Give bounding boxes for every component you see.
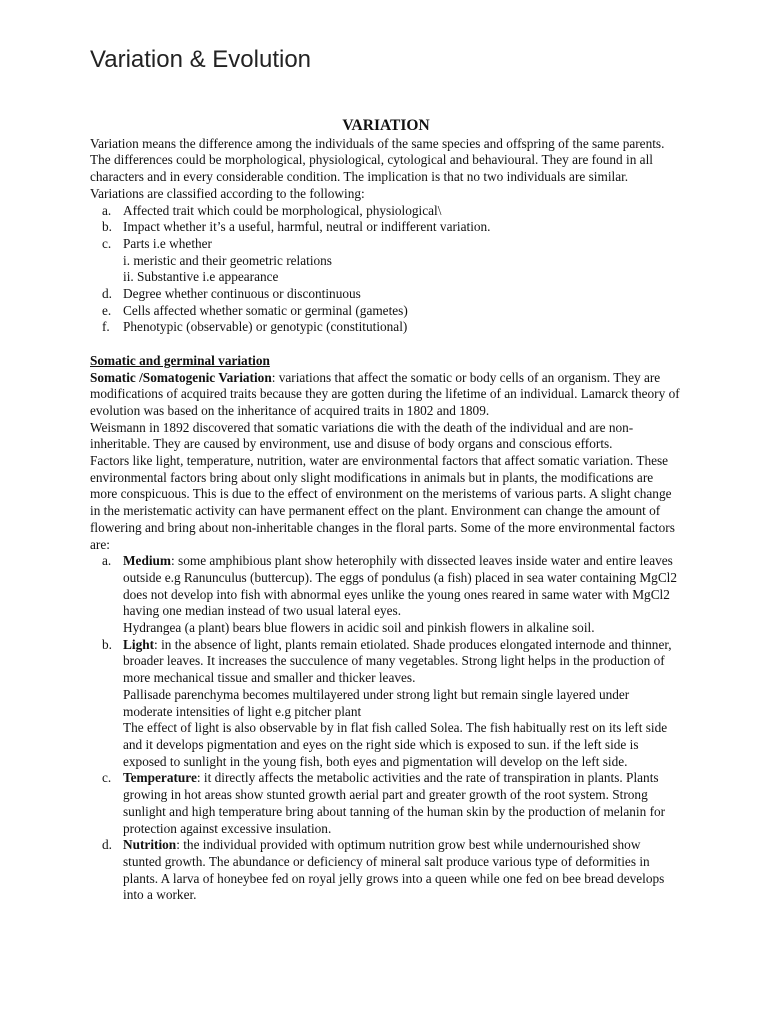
list-item bbox=[90, 637, 682, 771]
factor-text: : some amphibious plant show heterophily with dissected leaves inside water and entire leaves outside e.g Ranunculus (buttercup). The eggs of pondulus (a fish) placed in sea water containing MgCl2 does not develop into fish with abnormal eyes unlike the young ones reared in same water with MgCl2 having one median instead of two usual lateral eyes. bbox=[123, 553, 678, 619]
factor-term: Light bbox=[123, 636, 155, 652]
list-item-text: Parts i.e whether bbox=[123, 235, 212, 251]
list-item bbox=[90, 286, 682, 303]
list-marker: b. bbox=[102, 636, 112, 652]
list-marker: f. bbox=[102, 319, 110, 335]
list-marker: d. bbox=[102, 837, 112, 853]
list-item bbox=[90, 236, 682, 286]
somatic-definition bbox=[90, 370, 682, 420]
section-heading: VARIATION bbox=[342, 117, 430, 134]
somatic-definition-text: : variations that affect the somatic or body cells of an organism. They are modifications of acquired traits because they are gotten during the lifetime of an individual. Lamarck theory of evolution was based on the inheritance of acquired traits in 1802 and 1809. bbox=[90, 369, 680, 418]
list-item bbox=[90, 303, 682, 320]
list-item bbox=[90, 219, 682, 236]
somatic-term: Somatic /Somatogenic Variation bbox=[90, 369, 272, 385]
list-item-text: Impact whether it’s a useful, harmful, neutral or indifferent variation. bbox=[123, 219, 491, 235]
list-item bbox=[90, 837, 682, 904]
list-item bbox=[90, 203, 682, 220]
sub-item: ii. Substantive i.e appearance bbox=[123, 269, 279, 285]
list-item bbox=[90, 553, 682, 637]
list-item-text: Phenotypic (observable) or genotypic (constitutional) bbox=[123, 319, 408, 335]
list-marker: c. bbox=[102, 770, 112, 786]
classification-list bbox=[90, 203, 682, 337]
factor-term: Medium bbox=[123, 553, 172, 569]
intro-paragraph: Variation means the difference among the individuals of the same species and offspring of the same parents. The differences could be morphological, physiological, cytological and behavioural. They are found in all characters and in every considerable condition. The implication is that no two individuals are similar. bbox=[90, 135, 665, 185]
weismann-paragraph: Weismann in 1892 discovered that somatic variations die with the death of the individual and are non-inheritable. They are caused by environment, use and disuse of body organs and conscious efforts. bbox=[90, 419, 634, 452]
factor-extra: Hydrangea (a plant) bears blue flowers in acidic soil and pinkish flowers in alkaline soil. bbox=[123, 620, 595, 636]
list-item bbox=[90, 770, 682, 837]
list-marker: a. bbox=[102, 202, 112, 218]
document-title: Variation & Evolution bbox=[90, 46, 312, 73]
classified-intro: Variations are classified according to the following: bbox=[90, 185, 365, 201]
document-body bbox=[90, 118, 682, 904]
factor-text: : the individual provided with optimum nutrition grow best while undernourished show stunted growth. The abundance or deficiency of mineral salt produce various type of deformities in plants. A larva of honeybee fed on royal jelly grows into a queen while one fed on bee bread develops into a worker. bbox=[123, 837, 665, 903]
sub-item: i. meristic and their geometric relations bbox=[123, 252, 332, 268]
list-marker: e. bbox=[102, 302, 112, 318]
factor-text: : it directly affects the metabolic activities and the rate of transpiration in plants. Plants growing in hot areas show stunted growth aerial part and greater growth of the root system. Strong sunlight and high temperature bring about tanning of the human skin by the production of melanin for protection against excessive insulation. bbox=[123, 770, 666, 836]
factor-extra: Pallisade parenchyma becomes multilayered under strong light but remain single layered under moderate intensities of light e.g pitcher plant bbox=[123, 686, 630, 719]
list-marker: b. bbox=[102, 219, 112, 235]
list-marker: a. bbox=[102, 553, 112, 569]
factor-term: Temperature bbox=[123, 770, 197, 786]
list-item-text: Cells affected whether somatic or germinal (gametes) bbox=[123, 302, 408, 318]
list-marker: c. bbox=[102, 235, 112, 251]
factor-text: : in the absence of light, plants remain etiolated. Shade produces elongated internode and thinner, broader leaves. It increases the succulence of many vegetables. Strong light helps in the production of more mechanical tissue and smaller and thicker leaves. bbox=[123, 636, 672, 686]
list-item-text: Affected trait which could be morphological, physiological\ bbox=[123, 202, 442, 218]
spacer bbox=[90, 336, 682, 353]
factors-intro: Factors like light, temperature, nutrition, water are environmental factors that affect somatic variation. These environmental factors bring about only slight modifications in animals but in plants, the modifications are more conspicuous. This is due to the effect of environment on the meristems of various parts. A slight change in the meristematic activity can have permanent effect on the plant. Environment can change the amount of flowering and bring about non-inheritable changes in the floral parts. Some of the more environmental factors are: bbox=[90, 453, 675, 552]
list-item-text: Degree whether continuous or discontinuous bbox=[123, 286, 361, 302]
subheading: Somatic and germinal variation bbox=[90, 352, 270, 368]
list-marker: d. bbox=[102, 286, 112, 302]
factor-term: Nutrition bbox=[123, 837, 177, 853]
list-item bbox=[90, 319, 682, 336]
factors-list bbox=[90, 553, 682, 904]
factor-extra: The effect of light is also observable by in flat fish called Solea. The fish habitually rest on its left side and it develops pigmentation and eyes on the right side which is exposed to sun. if the left side is exposed to sunlight in the young fish, both eyes and pigmentation will develop on the left side. bbox=[123, 720, 668, 769]
